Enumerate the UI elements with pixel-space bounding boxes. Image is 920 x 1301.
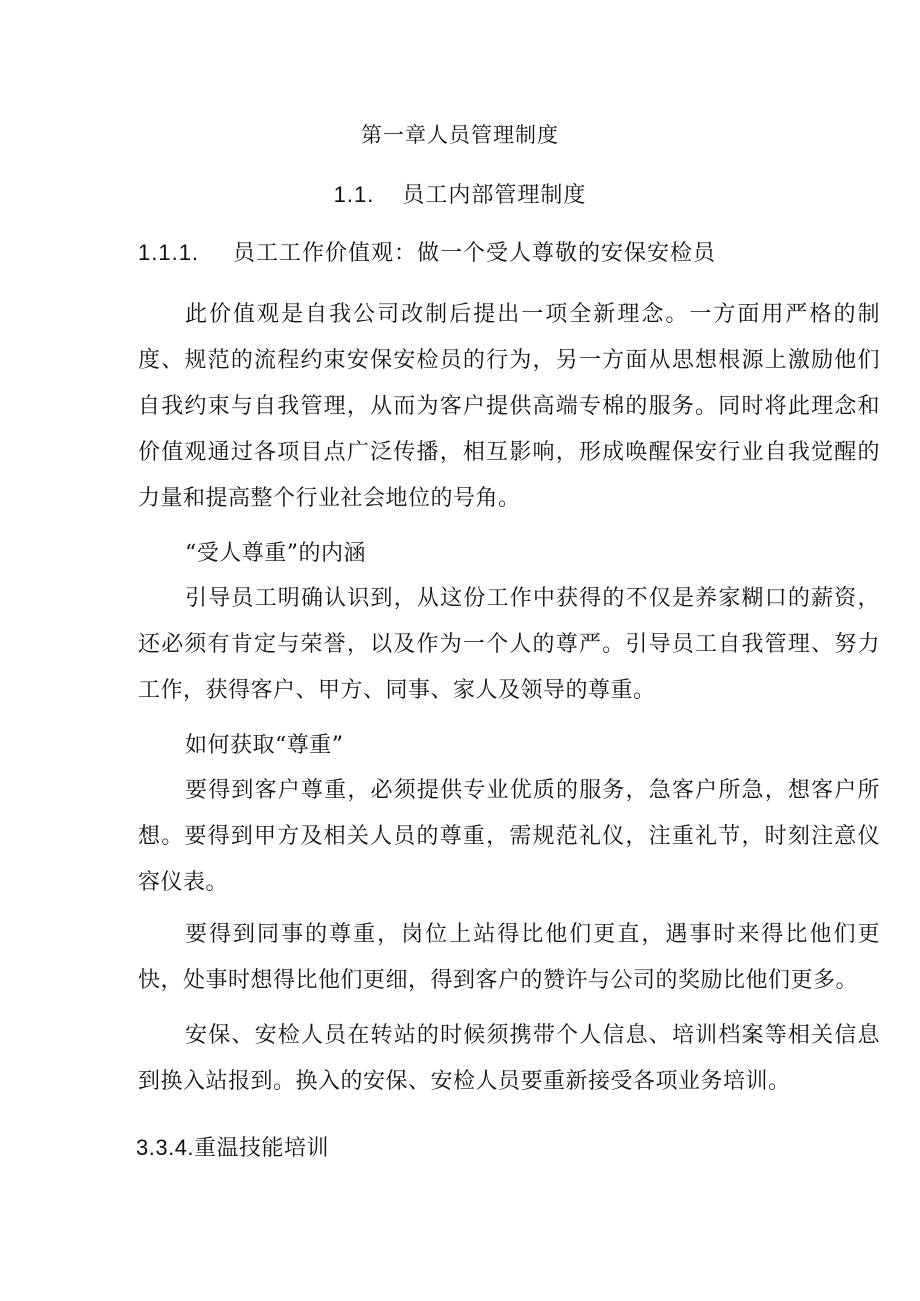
paragraph-respect-meaning: 引导员工明确认识到，从这份工作中获得的不仅是养家糊口的薪资，还必须有肯定与荣誉，以及作为一个人的尊严。引导员工自我管理、努力工作，获得客户、甲方、同事、家人及领导的尊重。 — [138, 586, 880, 703]
subsection-heading — [138, 238, 716, 269]
heading-how-to-gain-respect: 如何获取“尊重” — [185, 733, 344, 758]
paragraph-customer-respect: 要得到客户尊重，必须提供专业优质的服务，急客户所急，想客户所想。要得到甲方及相关人员的尊重，需规范礼仪，注重礼节，时刻注意仪容仪表。 — [138, 778, 880, 895]
paragraph-station-transfer: 安保、安检人员在转站的时候须携带个人信息、培训档案等相关信息到换入站报到。换入的安保、安检人员要重新接受各项业务培训。 — [138, 1023, 880, 1094]
paragraph-colleague-respect: 要得到同事的尊重，岗位上站得比他们更直，遇事时来得比他们更快，处事时想得比他们更细，得到客户的赞许与公司的奖励比他们更多。 — [138, 922, 880, 993]
heading-respect-meaning: “受人尊重”的内涵 — [185, 541, 366, 566]
section-heading — [0, 180, 920, 211]
bottom-section-number: 3.3.4. — [136, 1135, 195, 1160]
bottom-section-heading — [136, 1133, 329, 1164]
chapter-title: 第一章人员管理制度 — [361, 123, 559, 147]
section-title-text: 员工内部管理制度 — [402, 183, 587, 208]
subsection-number: 1.1.1. — [138, 240, 200, 265]
subsection-title-text: 员工工作价值观：做一个受人尊敬的安保安检员 — [233, 241, 717, 266]
section-number: 1.1. — [333, 182, 375, 207]
paragraph-values: 此价值观是自我公司改制后提出一项全新理念。一方面用严格的制度、规范的流程约束安保安检员的行为，另一方面从思想根源上激励他们自我约束与自我管理，从而为客户提供高端专棉的服务。同时将此理念和价值观通过各项目点广泛传播，相互影响，形成唤醒保安行业自我觉醒的力量和提高整个行业社会地位的号角。 — [138, 302, 880, 511]
bottom-section-title-text: 重温技能培训 — [194, 1136, 330, 1161]
